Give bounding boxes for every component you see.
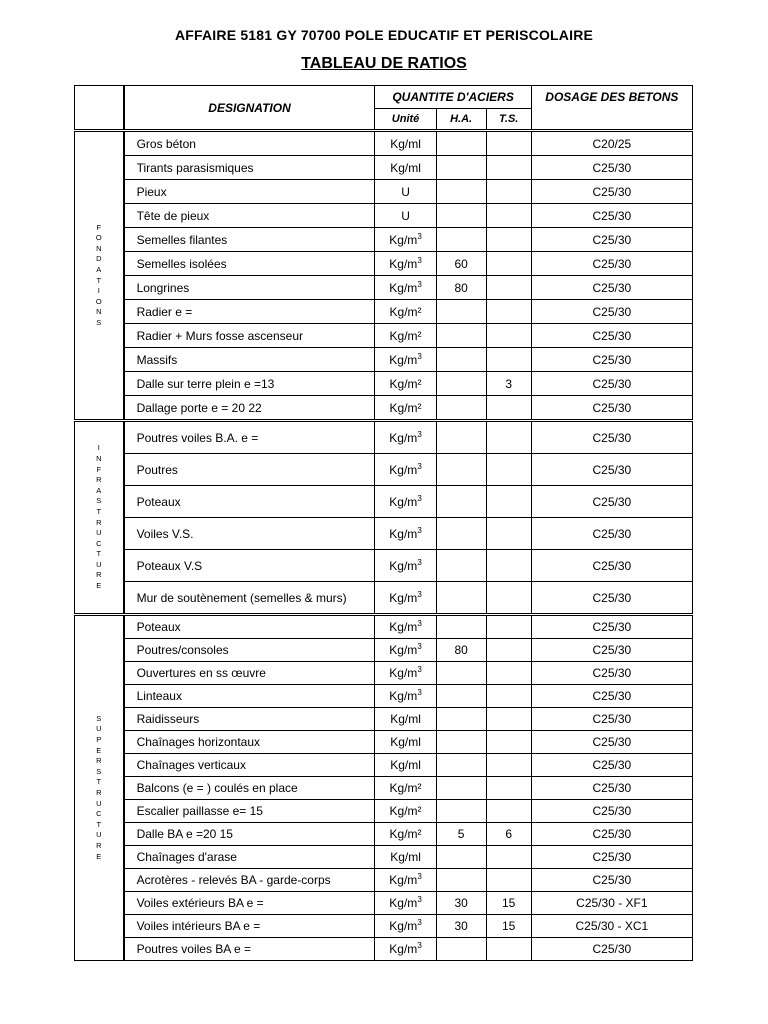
- ts-cell: 6: [486, 823, 531, 846]
- ts-cell: 15: [486, 915, 531, 938]
- dosage-cell: C25/30: [531, 777, 692, 800]
- table-row: [75, 708, 693, 731]
- dosage-cell: C25/30: [531, 372, 692, 396]
- dosage-cell: C25/30: [531, 180, 692, 204]
- table-row: [75, 915, 693, 938]
- designation-cell: Radier e =: [124, 300, 375, 324]
- table-row: [75, 300, 693, 324]
- unite-cell: $Kg/m^3$: [375, 662, 436, 685]
- table-row: [75, 454, 693, 486]
- table-body: [75, 131, 693, 961]
- dosage-cell: C25/30: [531, 639, 692, 662]
- section-header-cell: [75, 86, 124, 131]
- ha-cell: [436, 550, 486, 582]
- unite-cell: $Kg/m^3$: [375, 486, 436, 518]
- table-row: [75, 276, 693, 300]
- dosage-cell: C25/30: [531, 938, 692, 961]
- dosage-cell: C25/30: [531, 800, 692, 823]
- ts-cell: [486, 131, 531, 156]
- table-row: [75, 372, 693, 396]
- ha-cell: [436, 300, 486, 324]
- table-row: [75, 550, 693, 582]
- unite-cell: $Kg/m^3$: [375, 915, 436, 938]
- ratios-table: [74, 85, 693, 961]
- designation-cell: Tirants parasismiques: [124, 156, 375, 180]
- ha-cell: [436, 396, 486, 421]
- dosage-cell: C25/30: [531, 518, 692, 550]
- designation-cell: Balcons (e = ) coulés en place: [124, 777, 375, 800]
- table-row: [75, 156, 693, 180]
- designation-cell: Poutres voiles BA e =: [124, 938, 375, 961]
- table-row: [75, 846, 693, 869]
- ts-cell: [486, 685, 531, 708]
- section-label-superstructure: S U P E R S T R U C T U R E: [75, 615, 124, 961]
- ha-cell: [436, 518, 486, 550]
- unite-cell: $Kg/m^3$: [375, 892, 436, 915]
- ts-cell: [486, 421, 531, 454]
- table-row: [75, 518, 693, 550]
- table-row: [75, 685, 693, 708]
- table-row: [75, 662, 693, 685]
- table-row: [75, 615, 693, 639]
- unite-cell: $Kg/m^3$: [375, 938, 436, 961]
- dosage-cell: C25/30: [531, 324, 692, 348]
- designation-cell: Dalle sur terre plein e =13: [124, 372, 375, 396]
- designation-cell: Voiles intérieurs BA e =: [124, 915, 375, 938]
- unite-cell: $Kg/m^3$: [375, 582, 436, 615]
- dosage-cell: C25/30: [531, 348, 692, 372]
- designation-cell: Dalle BA e =20 15: [124, 823, 375, 846]
- unite-cell: Kg/ml: [375, 731, 436, 754]
- designation-cell: Radier + Murs fosse ascenseur: [124, 324, 375, 348]
- ts-cell: [486, 396, 531, 421]
- header-row: [75, 86, 693, 109]
- ha-cell: [436, 131, 486, 156]
- unite-cell: $Kg/m^3$: [375, 639, 436, 662]
- table-row: [75, 204, 693, 228]
- section-label-fondations: F O N D A T I O N S: [75, 131, 124, 421]
- ha-cell: [436, 685, 486, 708]
- unite-cell: $Kg/m^3$: [375, 454, 436, 486]
- ha-cell: [436, 228, 486, 252]
- ts-cell: [486, 708, 531, 731]
- ha-cell: 30: [436, 915, 486, 938]
- table-row: [75, 731, 693, 754]
- ha-cell: [436, 204, 486, 228]
- table-row: [75, 180, 693, 204]
- ha-cell: [436, 800, 486, 823]
- unite-cell: U: [375, 180, 436, 204]
- ha-cell: [436, 156, 486, 180]
- ts-cell: [486, 252, 531, 276]
- table-row: [75, 396, 693, 421]
- unite-cell: $Kg/m^3$: [375, 348, 436, 372]
- unite-subheader: Unité: [375, 109, 436, 131]
- ha-cell: [436, 662, 486, 685]
- quantite-aciers-header: QUANTITE D'ACIERS: [375, 86, 531, 109]
- unite-cell: Kg/m²: [375, 800, 436, 823]
- dosage-cell: C25/30: [531, 823, 692, 846]
- ts-cell: [486, 754, 531, 777]
- dosage-cell: C20/25: [531, 131, 692, 156]
- designation-cell: Poutres voiles B.A. e =: [124, 421, 375, 454]
- unite-cell: $Kg/m^3$: [375, 252, 436, 276]
- unite-cell: Kg/ml: [375, 156, 436, 180]
- unite-cell: $Kg/m^3$: [375, 421, 436, 454]
- dosage-cell: C25/30: [531, 276, 692, 300]
- unite-cell: Kg/m²: [375, 823, 436, 846]
- ts-cell: [486, 662, 531, 685]
- ha-cell: 80: [436, 276, 486, 300]
- ha-cell: [436, 731, 486, 754]
- dosage-cell: C25/30: [531, 708, 692, 731]
- dosage-cell: C25/30: [531, 396, 692, 421]
- unite-cell: $Kg/m^3$: [375, 685, 436, 708]
- unite-cell: U: [375, 204, 436, 228]
- unite-cell: $Kg/m^3$: [375, 518, 436, 550]
- ts-cell: [486, 486, 531, 518]
- ts-cell: [486, 869, 531, 892]
- dosage-betons-header: DOSAGE DES BETONS: [531, 86, 692, 131]
- ts-subheader: T.S.: [486, 109, 531, 131]
- unite-cell: $Kg/m^3$: [375, 276, 436, 300]
- ts-cell: [486, 582, 531, 615]
- dosage-cell: C25/30 - XC1: [531, 915, 692, 938]
- dosage-cell: C25/30: [531, 731, 692, 754]
- designation-cell: Poteaux: [124, 615, 375, 639]
- unite-cell: $Kg/m^3$: [375, 869, 436, 892]
- ts-cell: 15: [486, 892, 531, 915]
- unite-cell: Kg/m²: [375, 396, 436, 421]
- ha-cell: 30: [436, 892, 486, 915]
- ts-cell: 3: [486, 372, 531, 396]
- ha-cell: [436, 454, 486, 486]
- table-row: [75, 131, 693, 156]
- ts-cell: [486, 348, 531, 372]
- designation-cell: Pieux: [124, 180, 375, 204]
- dosage-cell: C25/30: [531, 662, 692, 685]
- ha-cell: 5: [436, 823, 486, 846]
- table-row: [75, 228, 693, 252]
- ts-cell: [486, 846, 531, 869]
- dosage-cell: C25/30: [531, 582, 692, 615]
- ts-cell: [486, 639, 531, 662]
- dosage-cell: C25/30: [531, 754, 692, 777]
- unite-cell: $Kg/m^3$: [375, 550, 436, 582]
- table-row: [75, 421, 693, 454]
- designation-cell: Chaînages verticaux: [124, 754, 375, 777]
- unite-cell: Kg/ml: [375, 846, 436, 869]
- ha-cell: [436, 777, 486, 800]
- section-label-infrastructure: I N F R A S T R U C T U R E: [75, 421, 124, 615]
- page-title: AFFAIRE 5181 GY 70700 POLE EDUCATIF ET PERISCOLAIRE: [174, 27, 594, 43]
- designation-cell: Chaînages d'arase: [124, 846, 375, 869]
- designation-cell: Voiles extérieurs BA e =: [124, 892, 375, 915]
- table-title: TABLEAU DE RATIOS: [301, 55, 467, 72]
- ha-cell: [436, 708, 486, 731]
- designation-cell: Chaînages horizontaux: [124, 731, 375, 754]
- dosage-cell: C25/30: [531, 421, 692, 454]
- ts-cell: [486, 156, 531, 180]
- dosage-cell: C25/30: [531, 615, 692, 639]
- table-row: [75, 869, 693, 892]
- designation-cell: Semelles isolées: [124, 252, 375, 276]
- ts-cell: [486, 777, 531, 800]
- table-row: [75, 348, 693, 372]
- table-row: [75, 252, 693, 276]
- designation-cell: Ouvertures en ss œuvre: [124, 662, 375, 685]
- unite-cell: Kg/m²: [375, 777, 436, 800]
- table-row: [75, 754, 693, 777]
- designation-cell: Tête de pieux: [124, 204, 375, 228]
- ha-cell: 60: [436, 252, 486, 276]
- designation-cell: Linteaux: [124, 685, 375, 708]
- designation-cell: Poteaux V.S: [124, 550, 375, 582]
- ha-cell: [436, 324, 486, 348]
- table-row: [75, 892, 693, 915]
- ts-cell: [486, 180, 531, 204]
- table-row: [75, 582, 693, 615]
- unite-cell: Kg/ml: [375, 131, 436, 156]
- designation-cell: Voiles V.S.: [124, 518, 375, 550]
- ts-cell: [486, 204, 531, 228]
- table-row: [75, 800, 693, 823]
- ha-cell: [436, 180, 486, 204]
- designation-cell: Raidisseurs: [124, 708, 375, 731]
- ha-subheader: H.A.: [436, 109, 486, 131]
- designation-cell: Semelles filantes: [124, 228, 375, 252]
- dosage-cell: C25/30: [531, 869, 692, 892]
- ha-cell: [436, 582, 486, 615]
- designation-header: DESIGNATION: [124, 86, 375, 131]
- ts-cell: [486, 800, 531, 823]
- unite-cell: Kg/ml: [375, 708, 436, 731]
- dosage-cell: C25/30: [531, 156, 692, 180]
- ha-cell: [436, 869, 486, 892]
- ts-cell: [486, 731, 531, 754]
- ha-cell: [436, 372, 486, 396]
- ha-cell: [436, 486, 486, 518]
- designation-cell: Poteaux: [124, 486, 375, 518]
- ts-cell: [486, 550, 531, 582]
- dosage-cell: C25/30: [531, 685, 692, 708]
- dosage-cell: C25/30: [531, 228, 692, 252]
- unite-cell: Kg/m²: [375, 300, 436, 324]
- ha-cell: [436, 754, 486, 777]
- designation-cell: Gros béton: [124, 131, 375, 156]
- ha-cell: 80: [436, 639, 486, 662]
- designation-cell: Escalier paillasse e= 15: [124, 800, 375, 823]
- ts-cell: [486, 938, 531, 961]
- ha-cell: [436, 938, 486, 961]
- ts-cell: [486, 454, 531, 486]
- designation-cell: Massifs: [124, 348, 375, 372]
- dosage-cell: C25/30: [531, 846, 692, 869]
- ts-cell: [486, 228, 531, 252]
- designation-cell: Poutres/consoles: [124, 639, 375, 662]
- unite-cell: $Kg/m^3$: [375, 228, 436, 252]
- dosage-cell: C25/30: [531, 252, 692, 276]
- designation-cell: Acrotères - relevés BA - garde-corps: [124, 869, 375, 892]
- dosage-cell: C25/30: [531, 550, 692, 582]
- ha-cell: [436, 348, 486, 372]
- designation-cell: Mur de soutènement (semelles & murs): [124, 582, 375, 615]
- unite-cell: Kg/ml: [375, 754, 436, 777]
- unite-cell: Kg/m²: [375, 372, 436, 396]
- table-row: [75, 938, 693, 961]
- ts-cell: [486, 324, 531, 348]
- table-row: [75, 777, 693, 800]
- ts-cell: [486, 615, 531, 639]
- dosage-cell: C25/30: [531, 300, 692, 324]
- designation-cell: Dallage porte e = 20 22: [124, 396, 375, 421]
- dosage-cell: C25/30 - XF1: [531, 892, 692, 915]
- dosage-cell: C25/30: [531, 486, 692, 518]
- table-row: [75, 823, 693, 846]
- unite-cell: $Kg/m^3$: [375, 615, 436, 639]
- ts-cell: [486, 276, 531, 300]
- dosage-cell: C25/30: [531, 454, 692, 486]
- ha-cell: [436, 615, 486, 639]
- ha-cell: [436, 846, 486, 869]
- ts-cell: [486, 300, 531, 324]
- dosage-cell: C25/30: [531, 204, 692, 228]
- unite-cell: Kg/m²: [375, 324, 436, 348]
- table-row: [75, 324, 693, 348]
- ha-cell: [436, 421, 486, 454]
- table-row: [75, 639, 693, 662]
- designation-cell: Longrines: [124, 276, 375, 300]
- ts-cell: [486, 518, 531, 550]
- designation-cell: Poutres: [124, 454, 375, 486]
- table-row: [75, 486, 693, 518]
